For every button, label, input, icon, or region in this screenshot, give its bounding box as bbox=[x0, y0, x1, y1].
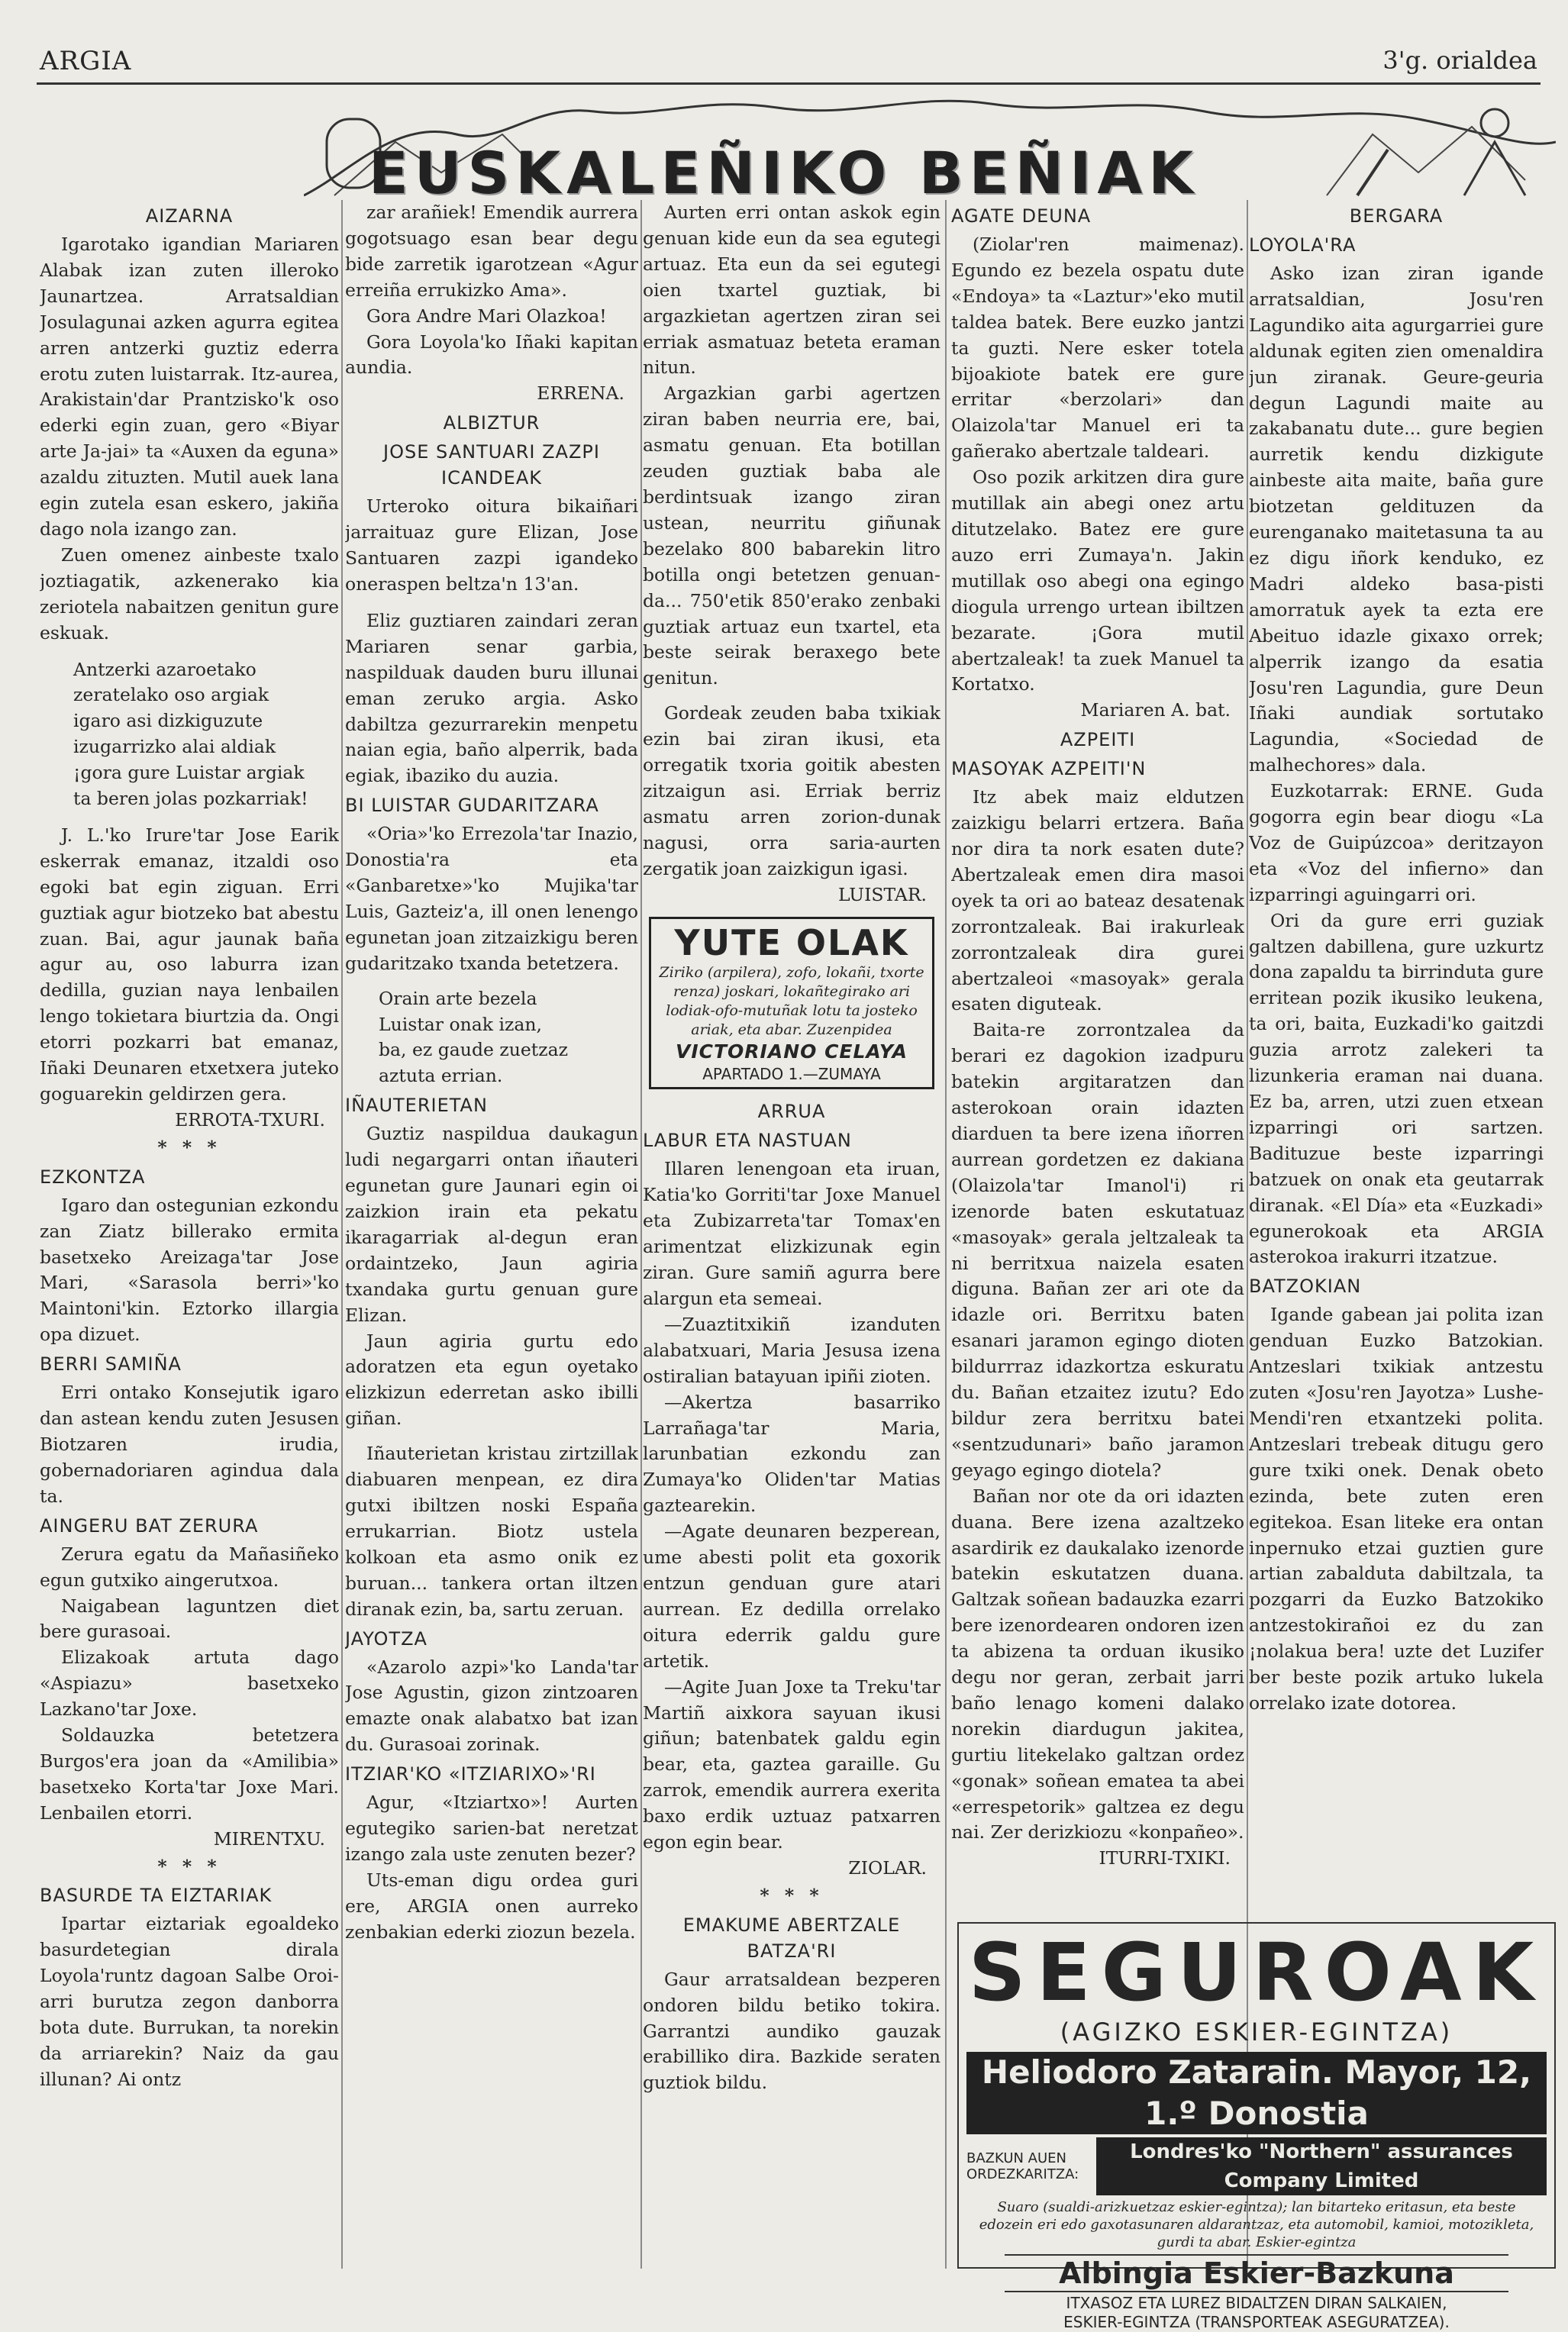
advertisement-seguroak bbox=[957, 1922, 1556, 2331]
column-divider bbox=[341, 200, 343, 2269]
paragraph: Baita-re zorrontzalea da berari ez dagokion izadpuru batekin argitaratzen dan asterokoan orain idazten diarduen ta bere izena iñorren aurrean gordetzen ez dakiana (Olaizola'tar Imanol'i) ri izenorde baten eskutatuaz «masoyak» gerala jeltzaleak ta ni berritxua naizela esaten diguna. Bañan zer ari ote da idazle ori. Berritxu baten esanari jaramon egingo dioten bildurrraz idazkortza eskuratu du. Bañan etzaitez izutu? Edo bildur zera berritxu batei «sentzudunari» baño jaramon geyago egingo diotela? bbox=[951, 1019, 1244, 1481]
signature: ZIOLAR. bbox=[848, 1856, 927, 1879]
paragraph: Gora Andre Mari Olazkoa! bbox=[366, 305, 607, 327]
verse-line: Luistar onak izan, bbox=[379, 1013, 542, 1035]
paragraph: Argazkian garbi agertzen ziran baben neurria ere, bai, asmatu genuan. Eta botillan zeuden guztiak baba ale berdintsuak izango ziran ustean, neurritu giñunak bezelako 800 babarekin litro botilla ongi betetzen genuan-da... 750'etik 850'erako zenbaki guztiak artuaz eun txartel, eta beste seirak beraxego bete genitun. bbox=[643, 382, 940, 689]
column-4 bbox=[951, 200, 1244, 1918]
ad-companies: Londres'ko "Northern" assurances Company Limited bbox=[1096, 2137, 1547, 2195]
article-subheading: LOYOLA'RA bbox=[1249, 234, 1357, 256]
article-heading: IÑAUTERIETAN bbox=[345, 1095, 488, 1117]
column-divider bbox=[640, 200, 642, 2269]
paragraph: Iñauterietan kristau zirtzillak diabuaren menpean, ez dira gutxi ibiltzen noski España errukarrian. Biotz ustela kolkoan eta asmo onik ez buruan... tankera ortan iltzen diranak ezin, ba, sartu zeruan. bbox=[345, 1443, 638, 1620]
article-heading: AINGERU BAT ZERURA bbox=[40, 1514, 259, 1537]
paragraph: Erri ontako Konsejutik igaro dan astean kendu zuten Jesusen Biotzaren irudia, gobernadoriaren agindua dala ta. bbox=[40, 1382, 339, 1507]
verse-line: izugarrizko alai aldiak bbox=[73, 736, 276, 758]
paragraph: Gaur arratsaldean bezperen ondoren bildu betiko tokira. Garrantzi aundiko gauzak erabilliko dira. Bazkide seraten guztiok bildu. bbox=[643, 1968, 940, 2094]
verse-line: ba, ez gaude zuetzaz bbox=[379, 1039, 569, 1061]
column-5 bbox=[1249, 200, 1544, 1918]
separator-stars: * * * bbox=[760, 1884, 824, 1906]
paragraph: Aurten erri ontan askok egin genuan kide eun da sea egutegi artuaz. Eta eun da sei egutegi oien txartel guztiak, bi argazkietan agertzen ziran sei erriak asmatuaz beteta eraman nitun. bbox=[643, 202, 940, 379]
ad-label-line: ORDEZKARITZA: bbox=[966, 2166, 1079, 2182]
signature: ERROTA-TXURI. bbox=[175, 1108, 325, 1131]
paragraph: (Ziolar'ren maimenaz). Egundo ez bezela ospatu dute «Endoya» ta «Laztur»'eko mutil taldea batek. Bere euzko jantzi ta guzti. Nere esker totela bijoakiote batek ere gure erritar «berzolari» dan Olaizola'tar Manuel eri ta gañerako abertzale taldeari. bbox=[951, 234, 1244, 463]
article-heading: EZKONTZA bbox=[40, 1166, 146, 1188]
paragraph: Asko izan ziran igande arratsaldian, Josu'ren Lagundiko aita agurgarriei gure aldunak egiten zien omenaldira jun ziranak. Geure-geuria degun Lagundi maite au zakabanatu dute... gure begien aurretik kendu dizkigute ainbeste aita maite, baña gure biotzetan geldituzen da eurenganako maitetasuna ta au ez digu iñork kenduko, ez Madri aldeko basa-pisti amorratuk ayek ta ezta ere Abeituo idazle gixaxo orrek; alperrik izango da esatia Josu'ren Lagundia, gure Deun Iñaki aundiak sortutako Lagundia, «Sociedad de malhechores» dala. bbox=[1249, 263, 1544, 776]
verse-line: Orain arte bezela bbox=[379, 987, 537, 1009]
separator-stars: * * * bbox=[157, 1136, 221, 1158]
ad-label bbox=[966, 2150, 1096, 2182]
ad-agent: Heliodoro Zatarain. Mayor, 12, 1.º Donostia bbox=[966, 2052, 1547, 2134]
article-heading: ITZIAR'KO «ITZIARIXO»'RI bbox=[345, 1763, 596, 1785]
article-heading: AGATE DEUNA bbox=[951, 205, 1092, 227]
paragraph: Oso pozik arkitzen dira gure mutillak ain abegi onez artu ditutzelako. Batez ere gure auzo erri Zumaya'n. Jakin mutillak oso abegi ona egingo diogula urrengo urtean ibiltzen bezarate. ¡Gora mutil abertzaleak! ta zuek Manuel ta Kortatxo. bbox=[951, 466, 1244, 695]
verse-line: Antzerki azaroetako bbox=[73, 658, 256, 680]
section-title: EUSKALEÑIKO BEÑIAK bbox=[368, 139, 1200, 207]
paragraph: Gordeak zeuden baba txikiak ezin bai ziran ikusi, eta orregatik txoria goitik abesten zitzaigun asi. Erriak berriz asmatu arren zorion-dunak nagusi, orra saria-aurten zergatik joan zaizkigun igasi. bbox=[643, 702, 940, 879]
paragraph: Ipartar eiztariak egoaldeko basurdetegian dirala Loyola'runtz dagoan Salbe Oroi-arri burutza zegon danborra bota dute. Burrukan, ta norekin da arriarekin? Naiz da gau illunan? Ai ontz bbox=[40, 1913, 339, 2090]
ad-small-text: Suaro (sualdi-arizkuetzaz eskier-egintza); lan bitarteko eritasun, eta beste edozein eri edo gaxotasunaren aldarantzaz, eta automobil, kamioi, motozikleta, gurdi ta abar. Eskier-egintza bbox=[979, 2199, 1534, 2250]
paragraph: Agur, «Itziartxo»! Aurten egutegiko sarien-bat neretzat izango zala uste zenuten bezer? bbox=[345, 1792, 638, 1865]
ad-subtitle: (AGIZKO ESKIER-EGINTZA) bbox=[1060, 2018, 1453, 2047]
paragraph: Uts-eman digu ordea guri ere, ARGIA onen aurreko zenbakian ederki ziozun bezela. bbox=[345, 1869, 638, 1943]
paragraph: Zuen omenez ainbeste txalo joztiagatik, azkenerako kia zeriotela nabaitzen genitun gure eskuak. bbox=[40, 543, 339, 643]
paragraph: Gora Loyola'ko Iñaki kapitan aundia. bbox=[345, 331, 638, 379]
paragraph: J. L.'ko Irure'tar Jose Earik eskerrak emanaz, itzaldi oso egoki bat egin ziguan. Erri guztiak agur biotzeko bat abestu zuan. Bai, agur jaunak baña agur au, oso laburra izan dedilla, guzian naya lenbailen lengo tokietara biurtzia da. Ongi etorri pozkarri bat emanaz, Iñaki Deunaren etxetxera juteko goguarekin geldirzen gera. bbox=[40, 824, 339, 1105]
article-heading: AIZARNA bbox=[145, 205, 234, 227]
verse-line: aztuta errian. bbox=[379, 1065, 503, 1087]
signature: ERRENA. bbox=[537, 382, 624, 405]
paragraph: zar arañiek! Emendik aurrera gogotsuago esan bear degu bide zarretik igarotzean «Agur erreiña errukizko Ama». bbox=[345, 202, 638, 301]
ad-footer-line: ESKIER-EGINTZA (TRANSPORTEAK ASEGURATZEA). bbox=[1063, 2313, 1450, 2331]
article-heading: ARRUA bbox=[757, 1101, 826, 1123]
column-1 bbox=[40, 200, 339, 2269]
article-heading: JAYOTZA bbox=[345, 1627, 427, 1650]
paragraph: —Akertza basarriko Larrañaga'tar Maria, larunbatian ezkondu zan Zumaya'ko Oliden'tar Matias gaztearekin. bbox=[643, 1391, 940, 1517]
paragraph: Eliz guztiaren zaindari zeran Mariaren senar garbia, naspilduak dauden buru illunai eman zeruko argia. Asko dabiltza gezurrarekin menpetu naian egia, baño alperrik, bada egiak, ibaziko du auzia. bbox=[345, 609, 638, 787]
paragraph: Jaun agiria gurtu edo adoratzen eta egun oyetako elizkizun ederretan asko ibilli giñan. bbox=[345, 1330, 638, 1430]
paragraph: Itz abek maiz eldutzen zaizkigu belarri ertzera. Baña nor dira ta nork esaten dute? Abertzaleak emen dira masoi oyek ta ori ao bateaz desatenak zorrontzaleak. Bai irakurleak zorrontzaleak dira gurei abertzaleoi «masoyak» gerala esaten diguteak. bbox=[951, 786, 1244, 1015]
signature: ITURRI-TXIKI. bbox=[1099, 1847, 1231, 1869]
ad-title: SEGUROAK bbox=[968, 1926, 1545, 2019]
paragraph: Zerura egatu da Mañasiñeko egun gutxiko aingerutxoa. bbox=[40, 1543, 339, 1591]
article-heading: BERRI SAMIÑA bbox=[40, 1353, 182, 1376]
paragraph: Guztiz naspildua daukagun ludi negargarri ontan iñauteri egunetan gure Jaunari egin oi zaizkion irain eta pekatu ikaragarriak al-degun eran ordaintzeko, Jaun agiria txandaka gurtu genuan gure Elizan. bbox=[345, 1123, 638, 1326]
verse-line: ¡gora gure Luistar argiak bbox=[73, 762, 305, 784]
ad-name: VICTORIANO CELAYA bbox=[676, 1040, 908, 1063]
verse-line: ta beren jolas pozkarriak! bbox=[73, 788, 308, 810]
ad-footer-line: ITXASOZ ETA LUREZ BIDALTZEN DIRAN SALKAIEN, bbox=[1066, 2294, 1447, 2312]
ad-company-name: Albingia Eskier-Bazkuna bbox=[1005, 2254, 1508, 2292]
paragraph: Urteroko oitura bikaiñari jarraituaz gure Elizan, Jose Santuaren zazpi igandeko oneraspen beltza'n 13'an. bbox=[345, 495, 638, 595]
separator-stars: * * * bbox=[157, 1855, 221, 1877]
ad-title: YUTE OLAK bbox=[674, 922, 909, 964]
ad-companies-row bbox=[966, 2137, 1547, 2195]
paragraph: Igaro dan ostegunian ezkondu zan Ziatz billerako ermita basetxeko Areizaga'tar Jose Mari, «Sarasola berri»'ko Maintoni'kin. Eztorko illargia opa dizuet. bbox=[40, 1194, 339, 1346]
signature: LUISTAR. bbox=[837, 883, 927, 905]
paragraph: —Agate deunaren bezperean, ume abesti polit eta goxorik entzun genduan gure atari aurrean. Ez dedilla orrelako oitura ederrik galdu gure artetik. bbox=[643, 1521, 940, 1672]
article-heading: BI LUISTAR GUDARITZARA bbox=[345, 795, 599, 817]
paragraph: Naigabean laguntzen diet bere gurasoai. bbox=[40, 1595, 339, 1643]
article-heading: BERGARA bbox=[1349, 205, 1444, 227]
article-heading: AZPEITI bbox=[1060, 729, 1136, 751]
article-heading: BASURDE TA EIZTARIAK bbox=[40, 1885, 273, 1907]
article-subheading: MASOYAK AZPEITI'N bbox=[951, 758, 1147, 780]
signature: Mariaren A. bat. bbox=[1080, 699, 1231, 721]
ad-address: APARTADO 1.—ZUMAYA bbox=[702, 1065, 881, 1084]
paragraph: Soldauzka betetzera Burgos'era joan da «Amilibia» basetxeko Korta'tar Joxe Mari. Lenbailen etorri. bbox=[40, 1724, 339, 1824]
paragraph: Illaren lenengoan eta iruan, Katia'ko Gorriti'tar Joxe Manuel eta Zubizarreta'tar Tomax'en arimentzat elizkizunak egin ziran. Gure samiñ agurra bere alargun eta semeai. bbox=[643, 1158, 940, 1309]
ad-label-line: BAZKUN AUEN bbox=[966, 2150, 1067, 2166]
newspaper-name: ARGIA bbox=[40, 46, 132, 76]
paragraph: «Oria»'ko Errezola'tar Inazio, Donostia'ra eta «Ganbaretxe»'ko Mujika'tar Luis, Gazteiz'a, ill onen lenengo egunetan joan zitzaizkigu beren gudaritzako txanda betetzera. bbox=[345, 823, 638, 974]
column-3 bbox=[643, 200, 940, 2269]
paragraph: —Zuaztitxikiñ izanduten alabatxuari, Maria Jesusa izena ostiralian batayuan ipiñi zioten. bbox=[643, 1313, 940, 1387]
paragraph: Igarotako igandian Mariaren Alabak izan zuten illeroko Jaunartzea. Arratsaldian Josulagunai azken agurra egitea arren antzerki guztiz ederra erotu zuten luistarrak. Itz-aurea, Arakistain'dar Prantzisko'k oso ederki egin zuan, gero «Biyar arte Ja-jai» ta «Auxen da eguna» azaldu zituzten. Mutil auek lana egin zutela esan eskero, jakiña dago nola izango zan. bbox=[40, 234, 339, 540]
column-divider bbox=[945, 200, 947, 2269]
paragraph: Igande gabean jai polita izan genduan Euzko Batzokian. Antzeslari txikiak antzestu zuten «Josu'ren Jayotza» Lushe-Mendi'ren etxantzeki polita. Antzeslari trebeak ditugu gero gure txiki onek. Denak obeto ezinda, bete zuten eren egitekoa. Esan liteke era ontan inpernuko etzai guztien gure artian zabalduta dabiltzala, ta pozgarri da Euzko Batzokiko antzestokirañoi ez du zan ¡nolakua bera! uzte det Luzifer ber beste pozik artuko lukela orrelako izate dotorea. bbox=[1249, 1304, 1544, 1714]
ad-text: Ziriko (arpilera), zofo, lokañi, txorte renza) joskari, lokañtegirako ari lodiak-ofo-mutuñak lotu ta josteko ariak, eta abar. Zuzenpidea bbox=[659, 964, 924, 1039]
signature: MIRENTXU. bbox=[213, 1827, 325, 1850]
article-heading: BATZOKIAN bbox=[1249, 1276, 1362, 1298]
article-subheading: JOSE SANTUARI ZAZPI ICANDEAK bbox=[383, 441, 600, 489]
paragraph: Bañan nor ote da ori idazten duana. Bere izena azaltzeko asardirik ez daukalako izenorde batekin eskutatzen duana. Galtzak soñean badauzka ezarri bere izenordearen ondoren izen ta abizena ta orduan ikusiko degu nor geran, zerbait jarri baño lenago komeni dalako norekin diardugun jakitea, gurtiu litekelako galtzan ordez «gonak» soñean ematea ta abei «errespetorik» galtzea ez degu nai. Zer derizkiozu «konpañeo». bbox=[951, 1485, 1244, 1843]
paragraph: «Azarolo azpi»'ko Landa'tar Jose Agustin, gizon zintzoaren emazte onak alabatxo bat izan du. Gurasoai zorinak. bbox=[345, 1656, 638, 1756]
header-rule bbox=[37, 82, 1541, 85]
column-2 bbox=[345, 200, 638, 2269]
paragraph: Ori da gure erri guziak galtzen dabillena, gure uzkurtz dona zapaldu ta birrinduta gure erritean pozik ikusiko leukena, ta ori, baita, Euzkadi'ko gaitzdi guzia arrotz zalekeri ta lizunkeria eraman nai duana. Ez ba, arren, utzi zuen etxean izparringi ori sartzen. Badituzue beste izparringi batzuek on onak eta geutarrak diranak. «El Día» eta «Euzkadi» egunerokoak eta ARGIA asterokoa irakurri itzatzue. bbox=[1249, 909, 1544, 1268]
verse-line: zeratelako oso argiak bbox=[73, 684, 269, 706]
advertisement-yute-olak bbox=[649, 917, 934, 1089]
paragraph: Euzkotarrak: ERNE. Guda gogorra egin bear diogu «La Voz de Guipúzcoa» deritzayon eta «Voz del infierno» dan izparringi aguingarri ori. bbox=[1249, 780, 1544, 905]
paragraph: —Agite Juan Joxe ta Treku'tar Martiñ aixkora sayuan ikusi giñun; batenbatek galdu egin bear, eta, gaztea garaille. Gu zarrok, emendik aurrera exerita baxo erdik uztuaz patxarren egon egin bear. bbox=[643, 1676, 940, 1853]
paragraph: Elizakoak artuta dago «Aspiazu» basetxeko Lazkano'tar Joxe. bbox=[40, 1647, 339, 1721]
article-heading: ALBIZTUR bbox=[443, 412, 540, 434]
page-number: 3'g. orialdea bbox=[1382, 46, 1537, 75]
article-subheading: LABUR ETA NASTUAN bbox=[643, 1130, 852, 1152]
article-heading: EMAKUME ABERTZALE BATZA'RI bbox=[682, 1914, 901, 1962]
verse-line: igaro asi dizkiguzute bbox=[73, 710, 263, 732]
